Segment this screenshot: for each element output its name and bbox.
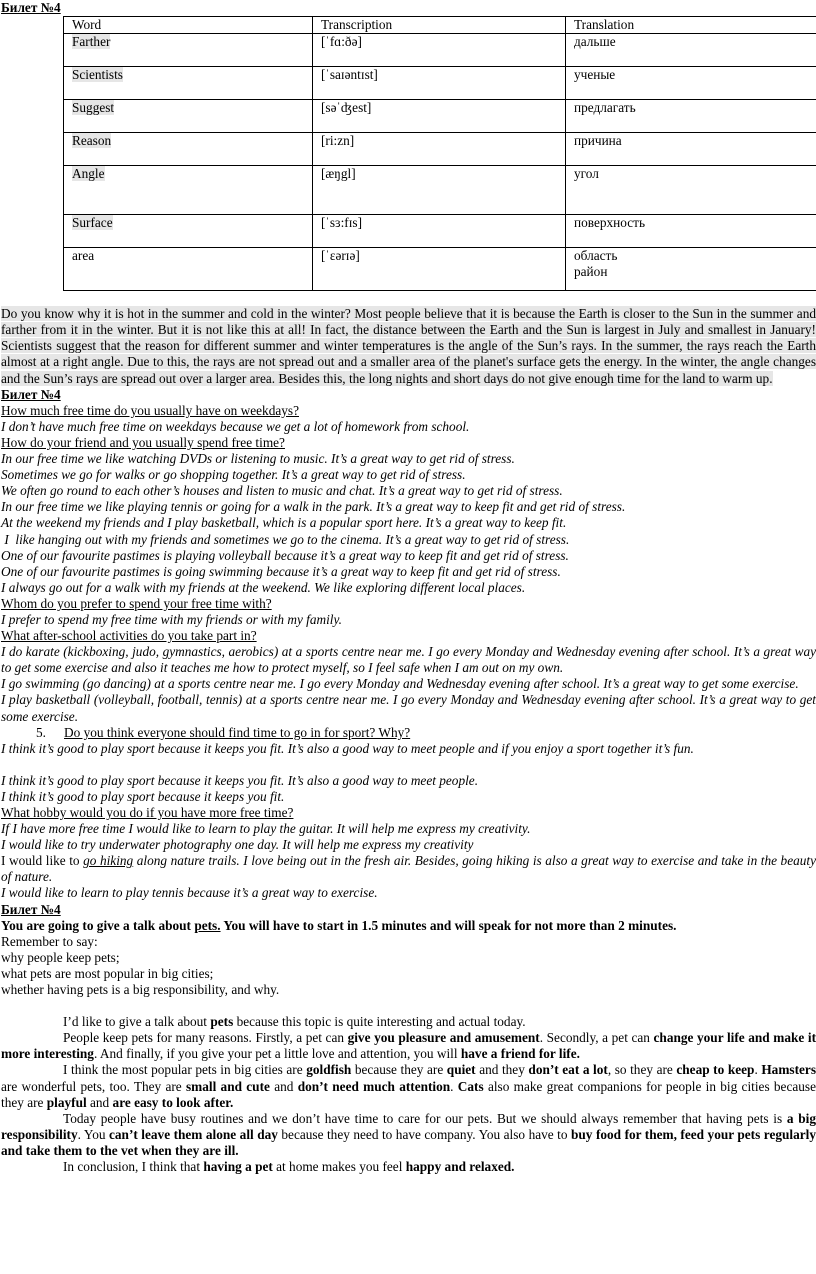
question: Whom do you prefer to spend your free time with? xyxy=(1,595,272,611)
qa-section xyxy=(0,403,816,902)
transcription-cell: [ˈɛərɪə] xyxy=(313,248,566,291)
talk-point: whether having pets is a big responsibility, and why. xyxy=(1,982,280,998)
talk-paragraph: Today people have busy routines and we don’t have time to care for our pets. But we should always remember that having pets is a big responsibility. You can’t leave them alone all day because they need to have company. You also have to buy food for them, feed your pets regularly and take them to the vet when they are ill. xyxy=(1,1110,816,1158)
word-cell: Suggest xyxy=(72,100,115,116)
translation-cell: угол xyxy=(566,166,816,215)
answer: In our free time we like watching DVDs or listening to music. It’s a great way to get rid of stress. xyxy=(1,451,515,467)
question: What after-school activities do you take part in? xyxy=(1,628,257,644)
table-header-row xyxy=(64,17,816,34)
talk-paragraph: In conclusion, I think that having a pet at home makes you feel happy and relaxed. xyxy=(63,1158,515,1174)
header-transcription: Transcription xyxy=(313,17,566,34)
table-row xyxy=(64,133,816,166)
answer: I go swimming (go dancing) at a sports centre near me. I go every Monday and Wednesday evening after school. It’s a great way to get some exercise. xyxy=(1,676,799,692)
table-row xyxy=(64,166,816,215)
transcription-cell: [æŋgl] xyxy=(313,166,566,215)
header-word: Word xyxy=(64,17,313,34)
answer: I think it’s good to play sport because it keeps you fit. It’s also a good way to meet people and if you enjoy a sport together it’s fun. xyxy=(1,740,694,756)
translation-cell: ученые xyxy=(566,67,816,100)
answer: I like hanging out with my friends and sometimes we go to the cinema. It’s a great way to get rid of stress. xyxy=(1,531,570,547)
table-row xyxy=(64,215,816,248)
translation-line: район xyxy=(574,264,608,280)
question: Do you think everyone should find time to go in for sport? Why? xyxy=(64,724,411,740)
translation-cell: дальше xyxy=(566,34,816,67)
translation-cell: поверхность xyxy=(566,215,816,248)
translation-cell: причина xyxy=(566,133,816,166)
question: How do your friend and you usually spend free time? xyxy=(1,434,285,450)
question-number: 5. xyxy=(36,724,46,740)
answer: In our free time we like playing tennis or going for a walk in the park. It’s a great way to keep fit and get rid of stress. xyxy=(1,499,626,515)
answer: I would like to try underwater photography one day. It will help me express my creativity xyxy=(1,837,474,853)
table-row xyxy=(64,34,816,67)
answer: I do karate (kickboxing, judo, gymnastics, aerobics) at a sports centre near me. I go every Monday and Wednesday evening after school. It’s a great way to get some exercise and also it teaches me how to protect myself, so I feel safe when I am out on my own. xyxy=(1,644,816,676)
word-cell: Farther xyxy=(72,34,111,50)
ticket-title: Билет №4 xyxy=(1,901,61,917)
answer: I would like to learn to play tennis because it’s a great way to exercise. xyxy=(1,885,378,901)
word-cell: area xyxy=(72,248,95,264)
table-row xyxy=(64,100,816,133)
translation-cell xyxy=(566,248,816,291)
word-cell: Angle xyxy=(72,166,105,182)
answer: I play basketball (volleyball, football, tennis) at a sports centre near me. I go every Monday and Wednesday evening after school. It’s a great way to get some exercise. xyxy=(1,692,816,724)
transcription-cell: [ˈsɜ:fɪs] xyxy=(313,215,566,248)
talk-task: You are going to give a talk about pets. You will have to start in 1.5 minutes and will speak for not more than 2 minutes. xyxy=(1,917,677,933)
answer: I don’t have much free time on weekdays because we get a lot of homework from school. xyxy=(1,418,470,434)
remember-label: Remember to say: xyxy=(1,933,98,949)
answer: One of our favourite pastimes is playing volleyball because it’s a great way to keep fit and get rid of stress. xyxy=(1,547,569,563)
header-translation: Translation xyxy=(566,17,816,34)
talk-paragraph: People keep pets for many reasons. Firstly, a pet can give you pleasure and amusement. Secondly, a pet can change your life and make it more interesting. And finally, if you give your pet a little love and attention, you will have a friend for life. xyxy=(1,1030,816,1062)
transcription-cell: [ˈfɑ:ðə] xyxy=(313,34,566,67)
transcription-cell: [ˈsaɪəntɪst] xyxy=(313,67,566,100)
table-row xyxy=(64,248,816,291)
answer: Sometimes we go for walks or go shopping together. It’s a great way to get rid of stress. xyxy=(1,467,466,483)
table-row xyxy=(64,67,816,100)
answer: We often go round to each other’s houses and listen to music and chat. It’s a great way to get rid of stress. xyxy=(1,483,563,499)
question: How much free time do you usually have on weekdays? xyxy=(1,402,299,418)
answer: I prefer to spend my free time with my friends or with my family. xyxy=(1,611,342,627)
talk-paragraph: I’d like to give a talk about pets because this topic is quite interesting and actual today. xyxy=(63,1014,526,1030)
answer: I would like to go hiking along nature trails. I love being out in the fresh air. Besides, going hiking is also a great way to exercise and take in the beauty of nature. xyxy=(1,853,816,885)
vocabulary-table xyxy=(63,16,816,291)
talk-point: what pets are most popular in big cities; xyxy=(1,965,214,981)
word-cell: Scientists xyxy=(72,67,123,83)
answer: One of our favourite pastimes is going swimming because it’s a great way to keep fit and get rid of stress. xyxy=(1,563,561,579)
word-cell: Surface xyxy=(72,215,113,231)
translation-cell: предлагать xyxy=(566,100,816,133)
ticket-title: Билет №4 xyxy=(1,0,61,15)
translation-line: область xyxy=(574,248,618,264)
ticket-title: Билет №4 xyxy=(1,386,61,402)
answer: I always go out for a walk with my friends at the weekend. We like exploring different local places. xyxy=(1,579,526,595)
answer: If I have more free time I would like to learn to play the guitar. It will help me express my creativity. xyxy=(1,821,531,837)
question: What hobby would you do if you have more free time? xyxy=(1,805,294,820)
transcription-cell: [ri:zn] xyxy=(313,133,566,166)
talk-point: why people keep pets; xyxy=(1,949,120,965)
answer: At the weekend my friends and I play basketball, which is a popular sport here. It’s a great way to keep fit. xyxy=(1,515,567,531)
word-cell: Reason xyxy=(72,133,112,149)
reading-text: Do you know why it is hot in the summer and cold in the winter? Most people believe that it is because the Earth is closer to the Sun in the summer and farther from it in the winter. But it is not like this at all! In fact, the distance between the Earth and the Sun is largest in July and smallest in January! Scientists suggest that the reason for different summer and winter temperatures is the angle of the Sun’s rays. In the summer, the rays reach the Earth almost at a right angle. Due to this, the rays are not spread out and a smaller area of the planet's surface gets the energy. In the winter, the angle changes and the Sun’s rays are spread out over a larger area. Besides this, the long nights and short days do not give enough time for the land to warm up. xyxy=(1,306,816,386)
talk-section xyxy=(0,918,816,1175)
talk-paragraph: I think the most popular pets in big cities are goldfish because they are quiet and they don’t eat a lot, so they are cheap to keep. Hamsters are wonderful pets, too. They are small and cute and don’t need much attention. Cats also make great companions for people in big cities because they are playful and are easy to look after. xyxy=(1,1062,816,1110)
answer: I think it’s good to play sport because it keeps you fit. xyxy=(1,788,285,804)
answer: I think it’s good to play sport because it keeps you fit. It’s also a good way to meet people. xyxy=(1,772,479,788)
transcription-cell: [səˈʤest] xyxy=(313,100,566,133)
numbered-question xyxy=(1,725,816,741)
